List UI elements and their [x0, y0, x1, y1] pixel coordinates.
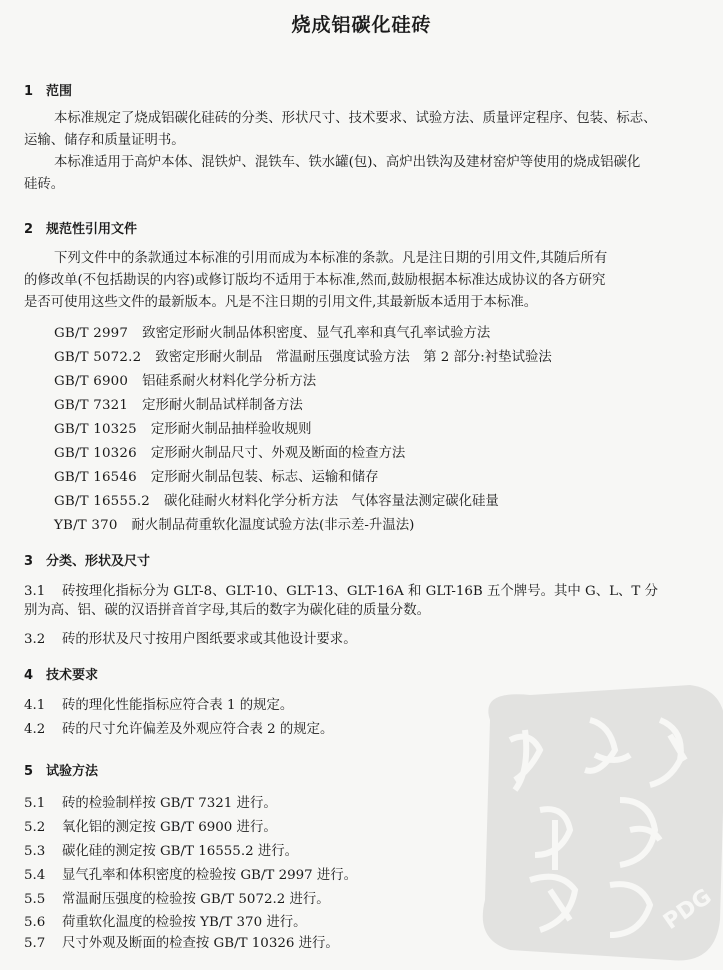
section-number: 1 [24, 84, 34, 99]
reference-title: 定形耐火制品尺寸、外观及断面的检查方法 [150, 446, 406, 461]
clause-number: 3.2 [24, 632, 46, 647]
clause-number: 5.5 [24, 892, 46, 907]
reference-item [54, 394, 303, 413]
clause-text: 砖的形状及尺寸按用户图纸要求或其他设计要求。 [62, 632, 357, 647]
clause [24, 580, 658, 599]
section-number: 4 [24, 668, 34, 683]
section-1-heading [24, 80, 72, 99]
reference-code: GB/T 16546 [54, 470, 137, 485]
reference-item [54, 370, 316, 389]
section-title: 范围 [46, 84, 73, 99]
clause [24, 792, 277, 811]
reference-code: GB/T 6900 [54, 374, 129, 389]
watermark-stamp-icon [470, 680, 723, 970]
reference-item [54, 418, 312, 437]
clause-text: 氧化铝的测定按 GB/T 6900 进行。 [62, 820, 277, 835]
paragraph: 本标准规定了烧成铝碳化硅砖的分类、形状尺寸、技术要求、试验方法、质量评定程序、包装、标志、 [54, 111, 657, 126]
reference-code: GB/T 16555.2 [54, 494, 151, 509]
clause-text: 常温耐压强度的检验按 GB/T 5072.2 进行。 [62, 892, 330, 907]
section-title: 规范性引用文件 [46, 222, 138, 237]
paragraph: 硅砖。 [24, 177, 65, 192]
clause-number: 5.2 [24, 820, 46, 835]
clause [24, 694, 293, 713]
clause [24, 718, 333, 737]
clause-text: 碳化硅的测定按 GB/T 16555.2 进行。 [62, 844, 299, 859]
clause-number: 3.1 [24, 584, 46, 599]
clause [24, 816, 277, 835]
clause-text: 显气孔率和体积密度的检验按 GB/T 2997 进行。 [62, 868, 358, 883]
reference-item [54, 490, 499, 509]
reference-title: 定形耐火制品抽样验收规则 [150, 422, 312, 437]
reference-code: GB/T 10326 [54, 446, 137, 461]
reference-title: 定形耐火制品试样制备方法 [142, 398, 303, 413]
clause-text: 尺寸外观及断面的检查按 GB/T 10326 进行。 [62, 936, 339, 951]
clause-number: 5.6 [24, 915, 46, 930]
reference-item [54, 346, 552, 365]
reference-title: 定形耐火制品包装、标志、运输和储存 [150, 470, 379, 485]
reference-title: 碳化硅耐火材料化学分析方法 气体容量法测定碳化硅量 [164, 494, 499, 509]
reference-code: GB/T 7321 [54, 398, 129, 413]
section-2-heading [24, 218, 137, 237]
reference-title: 耐火制品荷重软化温度试验方法(非示差-升温法) [131, 518, 415, 533]
reference-title: 致密定形耐火制品 常温耐压强度试验方法 第 2 部分:衬垫试验法 [155, 350, 552, 365]
section-3-heading [24, 550, 150, 569]
clause-number: 5.3 [24, 844, 46, 859]
reference-title: 铝硅系耐火材料化学分析方法 [142, 374, 317, 389]
clause [24, 840, 298, 859]
clause-number: 4.1 [24, 698, 46, 713]
paragraph: 本标准适用于高炉本体、混铁炉、混铁车、铁水罐(包)、高炉出铁沟及建材窑炉等使用的烧成铝碳化 [54, 155, 641, 170]
paragraph: 下列文件中的条款通过本标准的引用而成为本标准的条款。凡是注日期的引用文件,其随后所有 [54, 251, 608, 266]
section-title: 技术要求 [46, 668, 99, 683]
clause-number: 5.1 [24, 796, 46, 811]
section-title: 试验方法 [46, 764, 99, 779]
section-4-heading [24, 664, 98, 683]
reference-item [54, 466, 378, 485]
clause [24, 911, 307, 930]
clause [24, 864, 357, 883]
clause-text: 砖的检验制样按 GB/T 7321 进行。 [62, 796, 277, 811]
section-title: 分类、形状及尺寸 [46, 554, 151, 569]
reference-item [54, 514, 414, 533]
section-number: 5 [24, 764, 34, 779]
clause [24, 932, 339, 951]
clause [24, 628, 357, 647]
watermark-text: PDG [659, 884, 717, 935]
clause-continuation: 别为高、铝、碳的汉语拼音首字母,其后的数字为碳化硅的质量分数。 [24, 603, 430, 618]
reference-code: YB/T 370 [54, 518, 118, 533]
clause [24, 888, 330, 907]
section-number: 3 [24, 554, 34, 569]
reference-code: GB/T 2997 [54, 326, 129, 341]
clause-number: 4.2 [24, 722, 46, 737]
reference-title: 致密定形耐火制品体积密度、显气孔率和真气孔率试验方法 [142, 326, 491, 341]
reference-item [54, 442, 405, 461]
clause-number: 5.4 [24, 868, 46, 883]
reference-item [54, 322, 490, 341]
clause-text: 砖按理化指标分为 GLT-8、GLT-10、GLT-13、GLT-16A 和 GLT-16B 五个牌号。其中 G、L、T 分 [62, 584, 658, 599]
clause-text: 荷重软化温度的检验按 YB/T 370 进行。 [62, 915, 307, 930]
paragraph: 运输、储存和质量证明书。 [24, 133, 185, 148]
section-5-heading [24, 760, 98, 779]
paragraph: 是否可使用这些文件的最新版本。凡是不注日期的引用文件,其最新版本适用于本标准。 [24, 295, 538, 310]
document-title: 烧成铝碳化硅砖 [291, 14, 432, 36]
paragraph: 的修改单(不包括勘误的内容)或修订版均不适用于本标准,然而,鼓励根据本标准达成协议的各方研究 [24, 273, 606, 288]
reference-code: GB/T 5072.2 [54, 350, 142, 365]
clause-text: 砖的尺寸允许偏差及外观应符合表 2 的规定。 [62, 722, 334, 737]
section-number: 2 [24, 222, 34, 237]
clause-text: 砖的理化性能指标应符合表 1 的规定。 [62, 698, 294, 713]
clause-number: 5.7 [24, 936, 46, 951]
reference-code: GB/T 10325 [54, 422, 137, 437]
